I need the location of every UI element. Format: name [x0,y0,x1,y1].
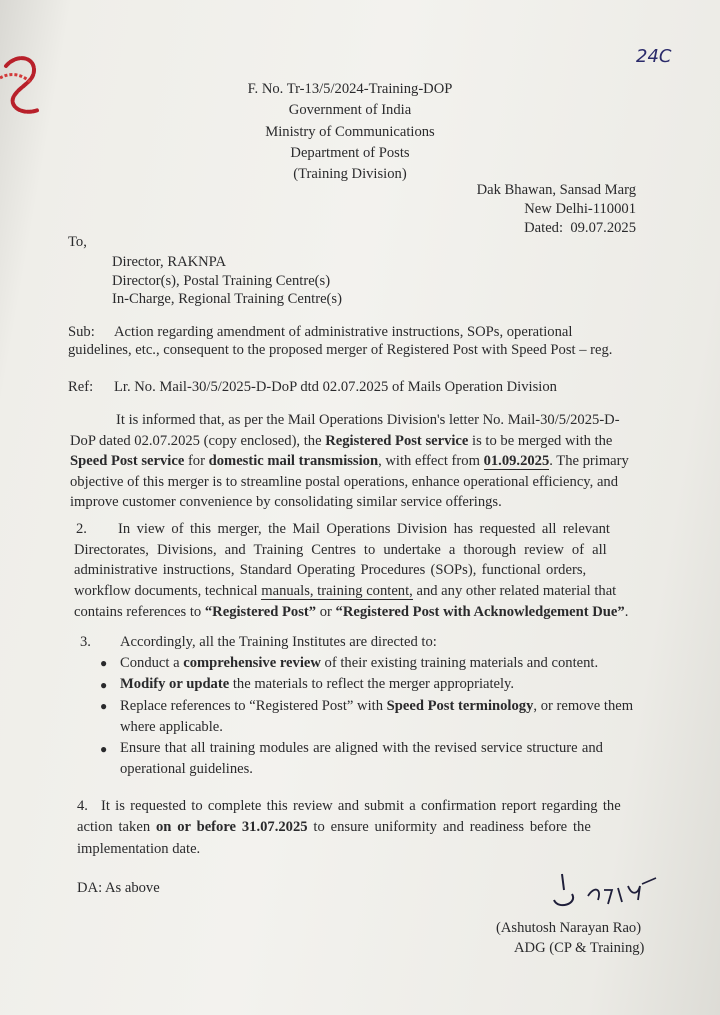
p3-number: 3. [80,634,91,650]
reference-label: Ref: [68,379,94,395]
p4-number: 4. [77,798,88,814]
address-line2: New Delhi-110001 [524,201,636,217]
reference-text: Lr. No. Mail-30/5/2025-D-DoP dtd 02.07.2025 of Mails Operation Division [114,379,557,395]
effective-date: 01.09.2025 [483,453,550,470]
header-ministry: Ministry of Communications [265,123,435,140]
p1-line2: DoP dated 02.07.2025 (copy enclosed), the Registered Post service is to be merged with the [70,432,613,449]
bullet-3-text-cont: where applicable. [120,718,223,735]
p2-line3: administrative instructions, Standard Operating Procedures (SOPs), functional orders, [74,562,587,579]
address-block [460,181,636,238]
recipient-2: Director(s), Postal Training Centre(s) [112,272,331,289]
p2-line4: workflow documents, technical manuals, training content, and any other related material that [74,583,617,600]
registered-post-service: Registered Post service [325,432,469,449]
registered-post-quote: “Registered Post” [204,603,317,620]
header-division: (Training Division) [293,166,407,183]
p4-line3: implementation date. [77,840,201,857]
p2-number: 2. [76,521,87,537]
p3-intro: Accordingly, all the Training Institutes are directed to: [120,634,437,650]
bullet-2-icon: ● [100,678,108,692]
p2-line2: Directorates, Divisions, and Training Centres to undertake a thorough review of all [74,541,607,558]
bullet-4-text: Ensure that all training modules are aligned with the revised service structure and [120,739,603,756]
header-government: Government of India [288,102,412,119]
red-thread-tag [0,52,48,122]
p1-line1: It is informed that, as per the Mail Operations Division's letter No. Mail-30/5/2025-D- [116,412,620,428]
bullet-1-text: Conduct a comprehensive review of their existing training materials and content. [120,654,599,671]
p2-line1: In view of this merger, the Mail Operations Division has requested all relevant [118,521,610,537]
letter-date: 09.07.2025 [570,220,636,236]
paragraph-4 [77,796,647,860]
enclosure-note: DA: As above [77,880,160,896]
letterhead [200,79,500,185]
bullet-1-icon: ● [100,656,108,670]
domestic-mail: domestic mail transmission [208,453,379,470]
p2-line5: contains references to “Registered Post” or “Registered Post with Acknowledgement Due”. [74,603,629,620]
page-number-handwritten: 24C [636,46,672,67]
file-number: F. No. Tr-13/5/2024-Training-DOP [247,81,453,97]
dated-label: Dated: [524,220,564,236]
subject-line1: Action regarding amendment of administrative instructions, SOPs, operational [114,324,573,340]
address-line1: Dak Bhawan, Sansad Marg [476,182,636,198]
bullet-4-text-cont: operational guidelines. [120,761,253,778]
bullet-4-icon: ● [100,742,108,756]
bullet-2-text: Modify or update the materials to reflect the merger appropriately. [120,676,515,692]
recipient-1: Director, RAKNPA [112,254,226,270]
speed-post-service: Speed Post service [70,453,185,470]
p1-line3: Speed Post service for domestic mail transmission, with effect from 01.09.2025. The primary [70,453,629,470]
recipients [112,253,342,309]
bullet-3-text: Replace references to “Registered Post” with Speed Post terminology, or remove them [120,697,634,714]
p4-line1: It is requested to complete this review and submit a confirmation report regarding the [101,798,621,814]
p1-line5: improve customer convenience by consolidating similar service offerings. [70,494,502,511]
deadline: on or before 31.07.2025 [155,819,308,836]
header-department: Department of Posts [290,144,410,161]
paragraph-1 [70,410,640,510]
p4-line2: action taken on or before 31.07.2025 to ensure uniformity and readiness before the [77,819,591,836]
bullet-3-icon: ● [100,699,108,713]
p1-line4: objective of this merger is to streamline postal operations, enhance operational efficiency, and [70,473,619,490]
paragraph-2 [74,519,644,624]
subject-line2: guidelines, etc., consequent to the proposed merger of Registered Post with Speed Post – reg. [68,342,613,358]
dated-line [460,219,636,238]
recipient-3: In-Charge, Regional Training Centre(s) [112,291,342,307]
signatory-designation: ADG (CP & Training) [514,940,645,956]
paragraph-3 [0,632,720,782]
signatory-name: (Ashutosh Narayan Rao) [496,920,642,936]
subject-label: Sub: [68,324,95,340]
manuals-training-content: manuals, training content, [261,583,413,600]
to-label: To, [68,234,87,250]
registered-post-ad-quote: “Registered Post with Acknowledgement Due” [335,603,625,620]
